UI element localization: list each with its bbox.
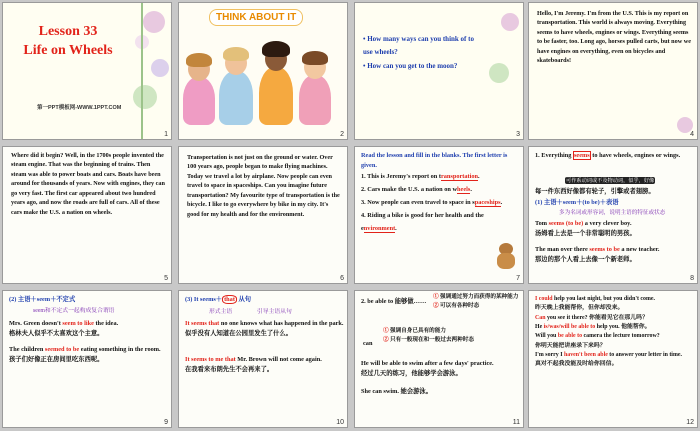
example-2: The children seemed to be eating something in the room. 孩子们好像正在房间里吃东西呢。 bbox=[9, 346, 161, 363]
slide-7-thumbnail[interactable] bbox=[354, 146, 524, 284]
pattern-heading: (1) 主语＋seem＋(to be)＋表语 bbox=[535, 199, 619, 206]
be-able-to-notes: ① 强调通过努力而获得的某种能力 ② 可以有各种时态 bbox=[433, 294, 519, 309]
example-1: It seems that no one knows what has happened in the park. 似乎没有人知道在公园里发生了什么。 bbox=[185, 320, 344, 337]
usage-callout: 可作系动词或不及物动词，似乎，好像 bbox=[566, 178, 655, 184]
footer-site: 第一PPT模板网-WWW.1PPT.COM bbox=[37, 105, 122, 111]
slide-1-thumbnail[interactable] bbox=[2, 2, 172, 140]
question-list bbox=[363, 33, 481, 73]
pattern-note: 多为名词或形容词，说明主语的特征或状态 bbox=[559, 210, 666, 216]
slide-number: 11 bbox=[512, 419, 520, 426]
example-list: I could help you last night, but you didn't come. 昨天晚上我能帮你，但你却没来。 Can you see it there? 你能看见它在那儿吗？ He is/was/will be able to help you. 他能帮你。 Will you be able to camera the lecture tomorrow? 你明天能把讲座录下来吗？ I'm sorry I haven't been able to answer your letter in time. 真对不起我没能及时给你回信。 bbox=[535, 296, 682, 368]
grammar-heading: 2. be able to 能够做…… bbox=[361, 298, 427, 305]
bear-illustration bbox=[495, 243, 517, 269]
slide-6-thumbnail[interactable] bbox=[178, 146, 348, 284]
slide-title: Lesson 33 Life on Wheels bbox=[23, 24, 113, 58]
slide-number: 6 bbox=[340, 275, 344, 282]
translation: 每一件东西好像都有轮子，引擎或者翅膀。 bbox=[535, 188, 655, 195]
slide-number: 5 bbox=[164, 275, 168, 282]
slide-number: 2 bbox=[340, 131, 344, 138]
children-photo bbox=[183, 25, 333, 125]
pattern-heading: (2) 主语＋seem＋不定式 bbox=[9, 296, 76, 303]
pattern-heading: (3) It seems＋ that 从句 bbox=[185, 296, 252, 303]
label-formal-subject: 形式主语 bbox=[209, 309, 233, 315]
passage-text: Transportation is not just on the ground or water. Over 100 years ago, people began to make flying machines. Today we travel a lot by airplane. Now people can even travel to space in spaceships. Can you imagine future transportation? My favourite type of transportation is the bicycle. I like to go everywhere by bike in my city. It's good for my health and for the environment. bbox=[187, 154, 340, 218]
passage-text: Where did it begin? Well, in the 1700s people invented the steam engine. That was the beginning of trains. Then steam was able to power boats and cars. Boats have been around for thousands of years. Now with engines, they can go very fast. The first car appeared about two hundred years ago, and now the roads are full of cars. All of these cars make the U.S. a nation on wheels. bbox=[11, 152, 165, 216]
fill-item-2: 2. Cars make the U.S. a nation on wheels. bbox=[361, 185, 472, 193]
fill-item-4: 4. Riding a bike is good for her health and the environment. bbox=[361, 211, 484, 232]
question-2: • How can you get to the moon? bbox=[363, 61, 458, 70]
slide-number: 10 bbox=[336, 419, 344, 426]
slide-11-thumbnail[interactable] bbox=[354, 290, 524, 428]
slide-10-thumbnail[interactable] bbox=[178, 290, 348, 428]
can-label: can bbox=[363, 340, 373, 347]
example-1: He will be able to swim after a few days' practice. 经过几天的练习，他能够学会游泳。 bbox=[361, 360, 494, 377]
example-2: She can swim. 她会游泳。 bbox=[361, 388, 433, 395]
exercise-heading: Read the lesson and fill in the blanks. The first letter is given. bbox=[361, 152, 508, 169]
question-1: • How many ways can you think of to use wheels? bbox=[363, 35, 474, 57]
slide-title: THINK ABOUT IT bbox=[209, 9, 303, 26]
pattern-note: seem和不定式一起构成复合谓语 bbox=[33, 308, 115, 314]
passage-text: Hello, I'm Jeremy. I'm from the U.S. This is my report on transportation. This world is always moving. Everything seems to have wheels, engines or wings. Everything seems to be faster, too. Long ago, horses pulled carts, but now we have engines on everything, even on bicycles and skateboards! bbox=[537, 10, 691, 65]
slide-number: 8 bbox=[690, 275, 694, 282]
slide-number: 12 bbox=[686, 419, 694, 426]
fill-in-list bbox=[361, 171, 519, 236]
slide-number: 7 bbox=[516, 275, 520, 282]
example-1: Mrs. Green doesn't seem to like the idea. 格林夫人似乎不太喜欢这个主意。 bbox=[9, 320, 119, 337]
example-2: It seems to me that Mr. Brown will not come again. 在我看来布朗先生不会再来了。 bbox=[185, 356, 322, 373]
slide-number: 9 bbox=[164, 419, 168, 426]
slide-9-thumbnail[interactable] bbox=[2, 290, 172, 428]
slide-8-thumbnail[interactable] bbox=[528, 146, 698, 284]
example-2: The man over there seems to be a new teacher. 那边的那个人看上去像一个新老师。 bbox=[535, 246, 660, 263]
slide-number: 1 bbox=[164, 131, 168, 138]
flower-decoration bbox=[483, 3, 523, 140]
can-notes: ① 强调自身已具有的能力 ② 只有一般现在和一般过去两种时态 bbox=[383, 328, 474, 343]
fill-item-1: 1. This is Jeremy's report on transportation. bbox=[361, 173, 480, 180]
slide-5-thumbnail[interactable] bbox=[2, 146, 172, 284]
slide-number: 3 bbox=[516, 131, 520, 138]
slide-12-thumbnail[interactable] bbox=[528, 290, 698, 428]
slide-number: 4 bbox=[690, 131, 694, 138]
label-subject-clause: 引导主语从句 bbox=[257, 309, 292, 315]
slide-3-thumbnail[interactable] bbox=[354, 2, 524, 140]
fill-item-3: 3. Now people can even travel to space in spaceships. bbox=[361, 198, 503, 206]
grammar-line: 1. Everything seems to have wheels, engines or wings. bbox=[535, 152, 681, 159]
slide-2-thumbnail[interactable] bbox=[178, 2, 348, 140]
slide-4-thumbnail[interactable] bbox=[528, 2, 698, 140]
example-1: Tom seems (to be) a very clever boy. 汤姆看上去是一个非常聪明的男孩。 bbox=[535, 220, 636, 237]
